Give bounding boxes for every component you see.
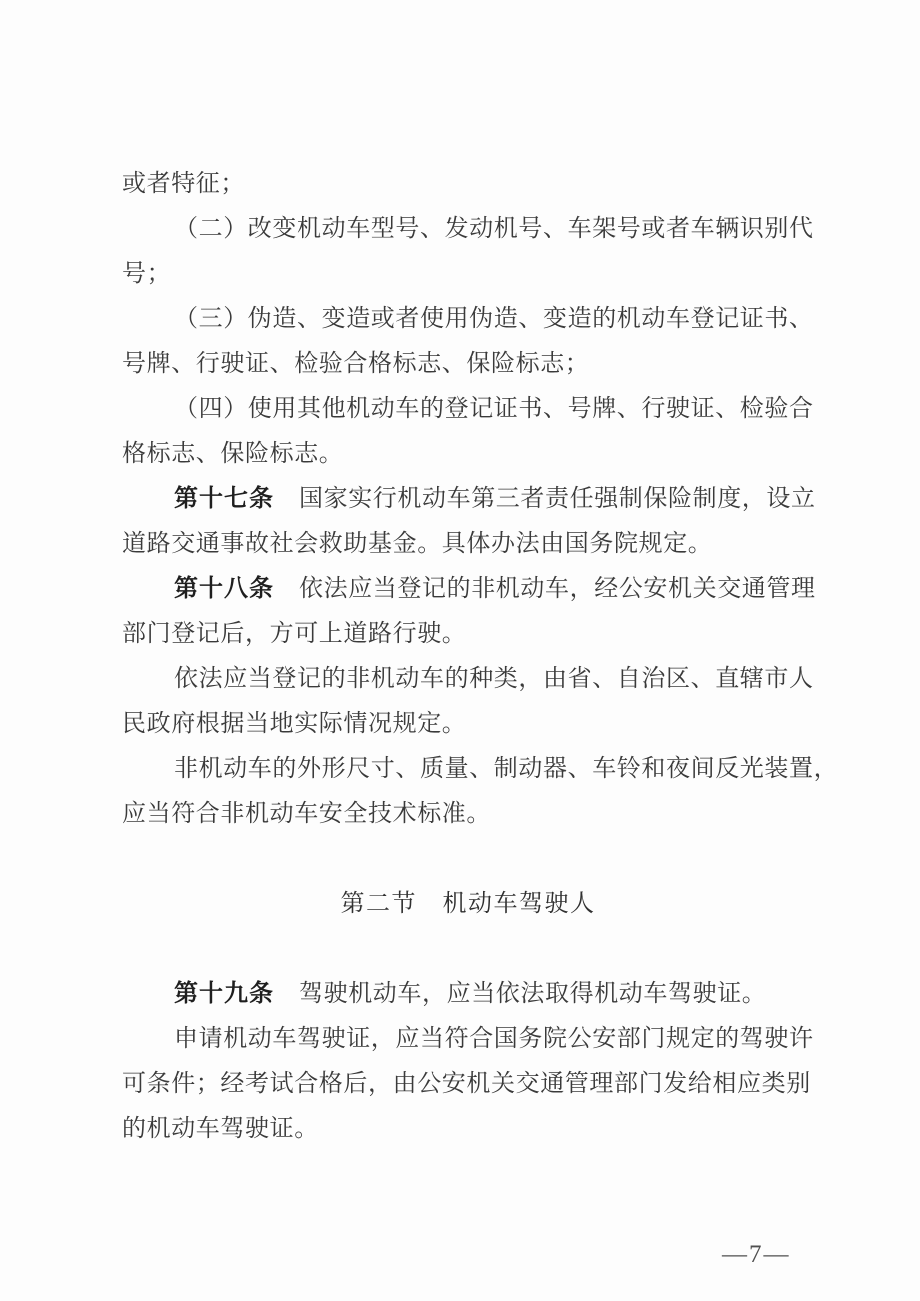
text-line (122, 1062, 838, 1107)
line-text: （三）伪造、变造或者使用伪造、变造的机动车登记证书、 (174, 306, 814, 332)
text-line (122, 567, 838, 612)
line-text: 依法应当登记的非机动车的种类，由省、自治区、直辖市人 (174, 666, 814, 692)
line-text: 或者特征； (122, 171, 245, 197)
blank-line (122, 837, 838, 882)
text-line (122, 1017, 838, 1062)
line-text: 民政府根据当地实际情况规定。 (122, 711, 467, 737)
line-text: 部门登记后，方可上道路行驶。 (122, 621, 467, 647)
line-text: （四）使用其他机动车的登记证书、号牌、行驶证、检验合 (174, 396, 814, 422)
text-line (122, 1107, 838, 1152)
text-line (122, 207, 838, 252)
article-number: 第十八条 (174, 576, 274, 602)
line-text: 驾驶机动车，应当依法取得机动车驾驶证。 (299, 981, 767, 1007)
text-line (122, 972, 838, 1017)
article-number: 第十九条 (174, 981, 274, 1007)
line-text: 依法应当登记的非机动车，经公安机关交通管理 (299, 576, 816, 602)
line-text: 道路交通事故社会救助基金。具体办法由国务院规定。 (122, 531, 713, 557)
line-text: 号； (122, 261, 172, 287)
document-body (122, 162, 838, 1152)
text-line (122, 162, 838, 207)
text-line (122, 342, 838, 387)
section-heading-text: 第二节 机动车驾驶人 (340, 891, 596, 917)
line-text: 格标志、保险标志。 (122, 441, 344, 467)
text-line (122, 522, 838, 567)
text-line (122, 477, 838, 522)
line-text: 应当符合非机动车安全技术标准。 (122, 801, 491, 827)
line-text: 的机动车驾驶证。 (122, 1116, 319, 1142)
text-line (122, 297, 838, 342)
line-text: 国家实行机动车第三者责任强制保险制度，设立 (299, 486, 816, 512)
line-text: 号牌、行驶证、检验合格标志、保险标志； (122, 351, 590, 377)
line-text: 可条件；经考试合格后，由公安机关交通管理部门发给相应类别 (122, 1071, 811, 1097)
text-line (122, 387, 838, 432)
line-text: （二）改变机动车型号、发动机号、车架号或者车辆识别代 (174, 216, 814, 242)
text-line (122, 657, 838, 702)
line-text: 申请机动车驾驶证，应当符合国务院公安部门规定的驾驶许 (174, 1026, 814, 1052)
page-number: —7— (722, 1241, 791, 1268)
text-line (122, 792, 838, 837)
text-line (122, 612, 838, 657)
blank-line (122, 927, 838, 972)
text-line (122, 747, 838, 792)
text-line (122, 432, 838, 477)
line-text: 非机动车的外形尺寸、质量、制动器、车铃和夜间反光装置， (174, 756, 839, 782)
text-line (122, 252, 838, 297)
article-number: 第十七条 (174, 486, 274, 512)
text-line (122, 702, 838, 747)
section-heading (122, 882, 838, 927)
